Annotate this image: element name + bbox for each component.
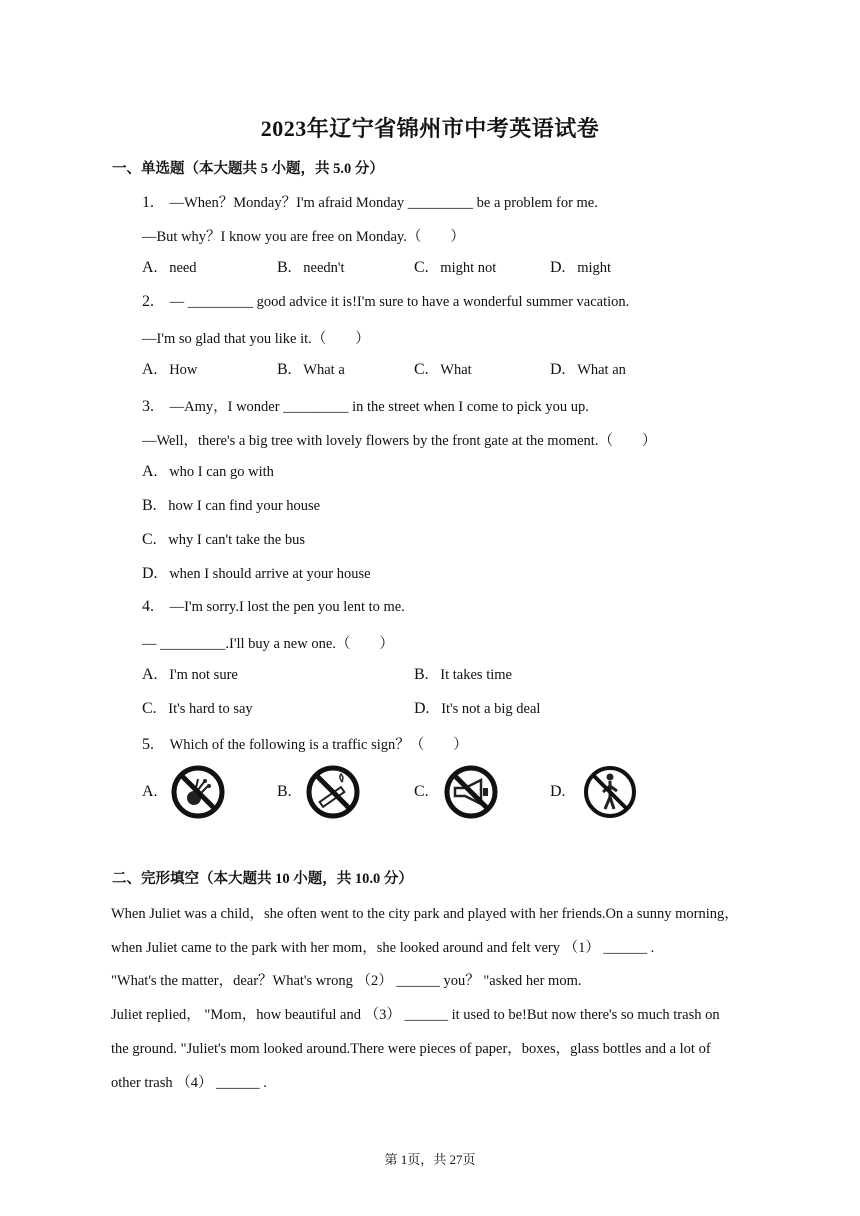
passage-line: when Juliet came to the park with her mom，she looked around and felt very （1） ______ .: [111, 940, 655, 956]
passage-line: other trash （4） ______ .: [111, 1075, 267, 1091]
no-smoking-sign-icon: [305, 764, 361, 820]
question-1: [142, 191, 598, 212]
option-letter: D.: [550, 361, 566, 378]
option-letter: B.: [414, 666, 429, 683]
option-text: It's not a big deal: [441, 701, 541, 717]
option-text: why I can't take the bus: [168, 532, 305, 548]
option-letter: A.: [142, 666, 158, 683]
question-1-reply: —But why？I know you are free on Monday.（ ）: [142, 229, 465, 245]
option-letter: C.: [142, 531, 157, 548]
option-text: I'm not sure: [169, 667, 238, 683]
exam-title: 2023年辽宁省锦州市中考英语试卷: [260, 116, 600, 141]
page-footer: 第 1页，共 27页: [384, 1152, 476, 1167]
passage-line: Juliet replied， "Mom，how beautiful and （3） ______ it used to be!But now there's so much trash on: [111, 1007, 720, 1023]
question-number: 1.: [142, 194, 154, 211]
option-1a: [142, 259, 197, 277]
option-3a: [142, 463, 274, 481]
option-1c: [414, 259, 496, 277]
option-text: What a: [303, 362, 345, 378]
option-letter: B.: [277, 259, 292, 276]
question-number: 3.: [142, 398, 154, 415]
no-littering-sign-icon: [582, 764, 638, 820]
question-2: [142, 293, 629, 311]
option-letter: B.: [277, 361, 292, 378]
question-stem: —Amy，I wonder _________ in the street when I come to pick you up.: [169, 399, 589, 415]
no-horn-sign-icon: [443, 764, 499, 820]
option-letter: D.: [550, 259, 566, 276]
question-number: 2.: [142, 293, 154, 310]
section-header-single-choice: 一、单选题（本大题共 5 小题，共 5.0 分）: [112, 161, 384, 177]
option-text: What an: [577, 362, 626, 378]
option-5c-letter: C.: [414, 783, 429, 800]
option-4d: [414, 700, 540, 718]
option-letter: D.: [142, 565, 158, 582]
question-stem: —When？Monday？I'm afraid Monday _________ be a problem for me.: [169, 195, 598, 211]
option-4c: [142, 700, 253, 718]
option-text: need: [169, 260, 197, 276]
question-stem: Which of the following is a traffic sign？（ ）: [169, 737, 468, 753]
option-letter: C.: [414, 361, 429, 378]
question-4-reply: — _________.I'll buy a new one.（ ）: [142, 636, 394, 652]
option-letter: D.: [414, 700, 430, 717]
option-4b: [414, 666, 512, 684]
option-5b-letter: B.: [277, 783, 292, 800]
question-3-reply: —Well，there's a big tree with lovely flowers by the front gate at the moment.（ ）: [142, 433, 657, 449]
option-1b: [277, 259, 345, 277]
question-number: 4.: [142, 598, 154, 615]
no-fireworks-sign-icon: [170, 764, 226, 820]
passage-line: "What's the matter，dear？What's wrong （2） ______ you？ "asked her mom.: [111, 973, 582, 989]
question-number: 5.: [142, 736, 154, 753]
option-text: how I can find your house: [168, 498, 321, 514]
option-letter: A.: [142, 463, 158, 480]
option-letter: A.: [142, 259, 158, 276]
question-3: [142, 395, 589, 416]
question-5: [142, 733, 468, 754]
option-text: when I should arrive at your house: [169, 566, 371, 582]
option-text: might not: [440, 260, 497, 276]
option-2b: [277, 361, 345, 379]
section-header-cloze: 二、完形填空（本大题共 10 小题，共 10.0 分）: [112, 871, 413, 887]
option-letter: B.: [142, 497, 157, 514]
option-text: might: [577, 260, 612, 276]
option-3c: [142, 531, 305, 549]
option-1d: [550, 259, 611, 277]
option-3b: [142, 497, 320, 515]
question-4: [142, 598, 405, 616]
option-text: It takes time: [440, 667, 512, 683]
option-letter: C.: [142, 700, 157, 717]
option-letter: C.: [414, 259, 429, 276]
option-3d: [142, 565, 371, 583]
question-stem: — _________ good advice it is!I'm sure to have a wonderful summer vacation.: [169, 294, 630, 310]
option-4a: [142, 666, 238, 684]
option-5a-letter: A.: [142, 783, 158, 800]
option-2a: [142, 361, 197, 379]
option-2c: [414, 361, 472, 379]
question-2-reply: —I'm so glad that you like it.（ ）: [142, 331, 370, 347]
passage-line: the ground. "Juliet's mom looked around.There were pieces of paper，boxes，glass bottles and a lot of: [111, 1041, 711, 1057]
option-text: who I can go with: [169, 464, 274, 480]
option-text: What: [440, 362, 472, 378]
question-stem: —I'm sorry.I lost the pen you lent to me.: [169, 599, 405, 615]
option-2d: [550, 361, 626, 379]
option-text: needn't: [303, 260, 345, 276]
option-text: It's hard to say: [168, 701, 253, 717]
option-text: How: [169, 362, 198, 378]
passage-line: When Juliet was a child，she often went to the city park and played with her friends.On a sunny morning，: [111, 906, 739, 922]
option-letter: A.: [142, 361, 158, 378]
option-5d-letter: D.: [550, 783, 566, 800]
